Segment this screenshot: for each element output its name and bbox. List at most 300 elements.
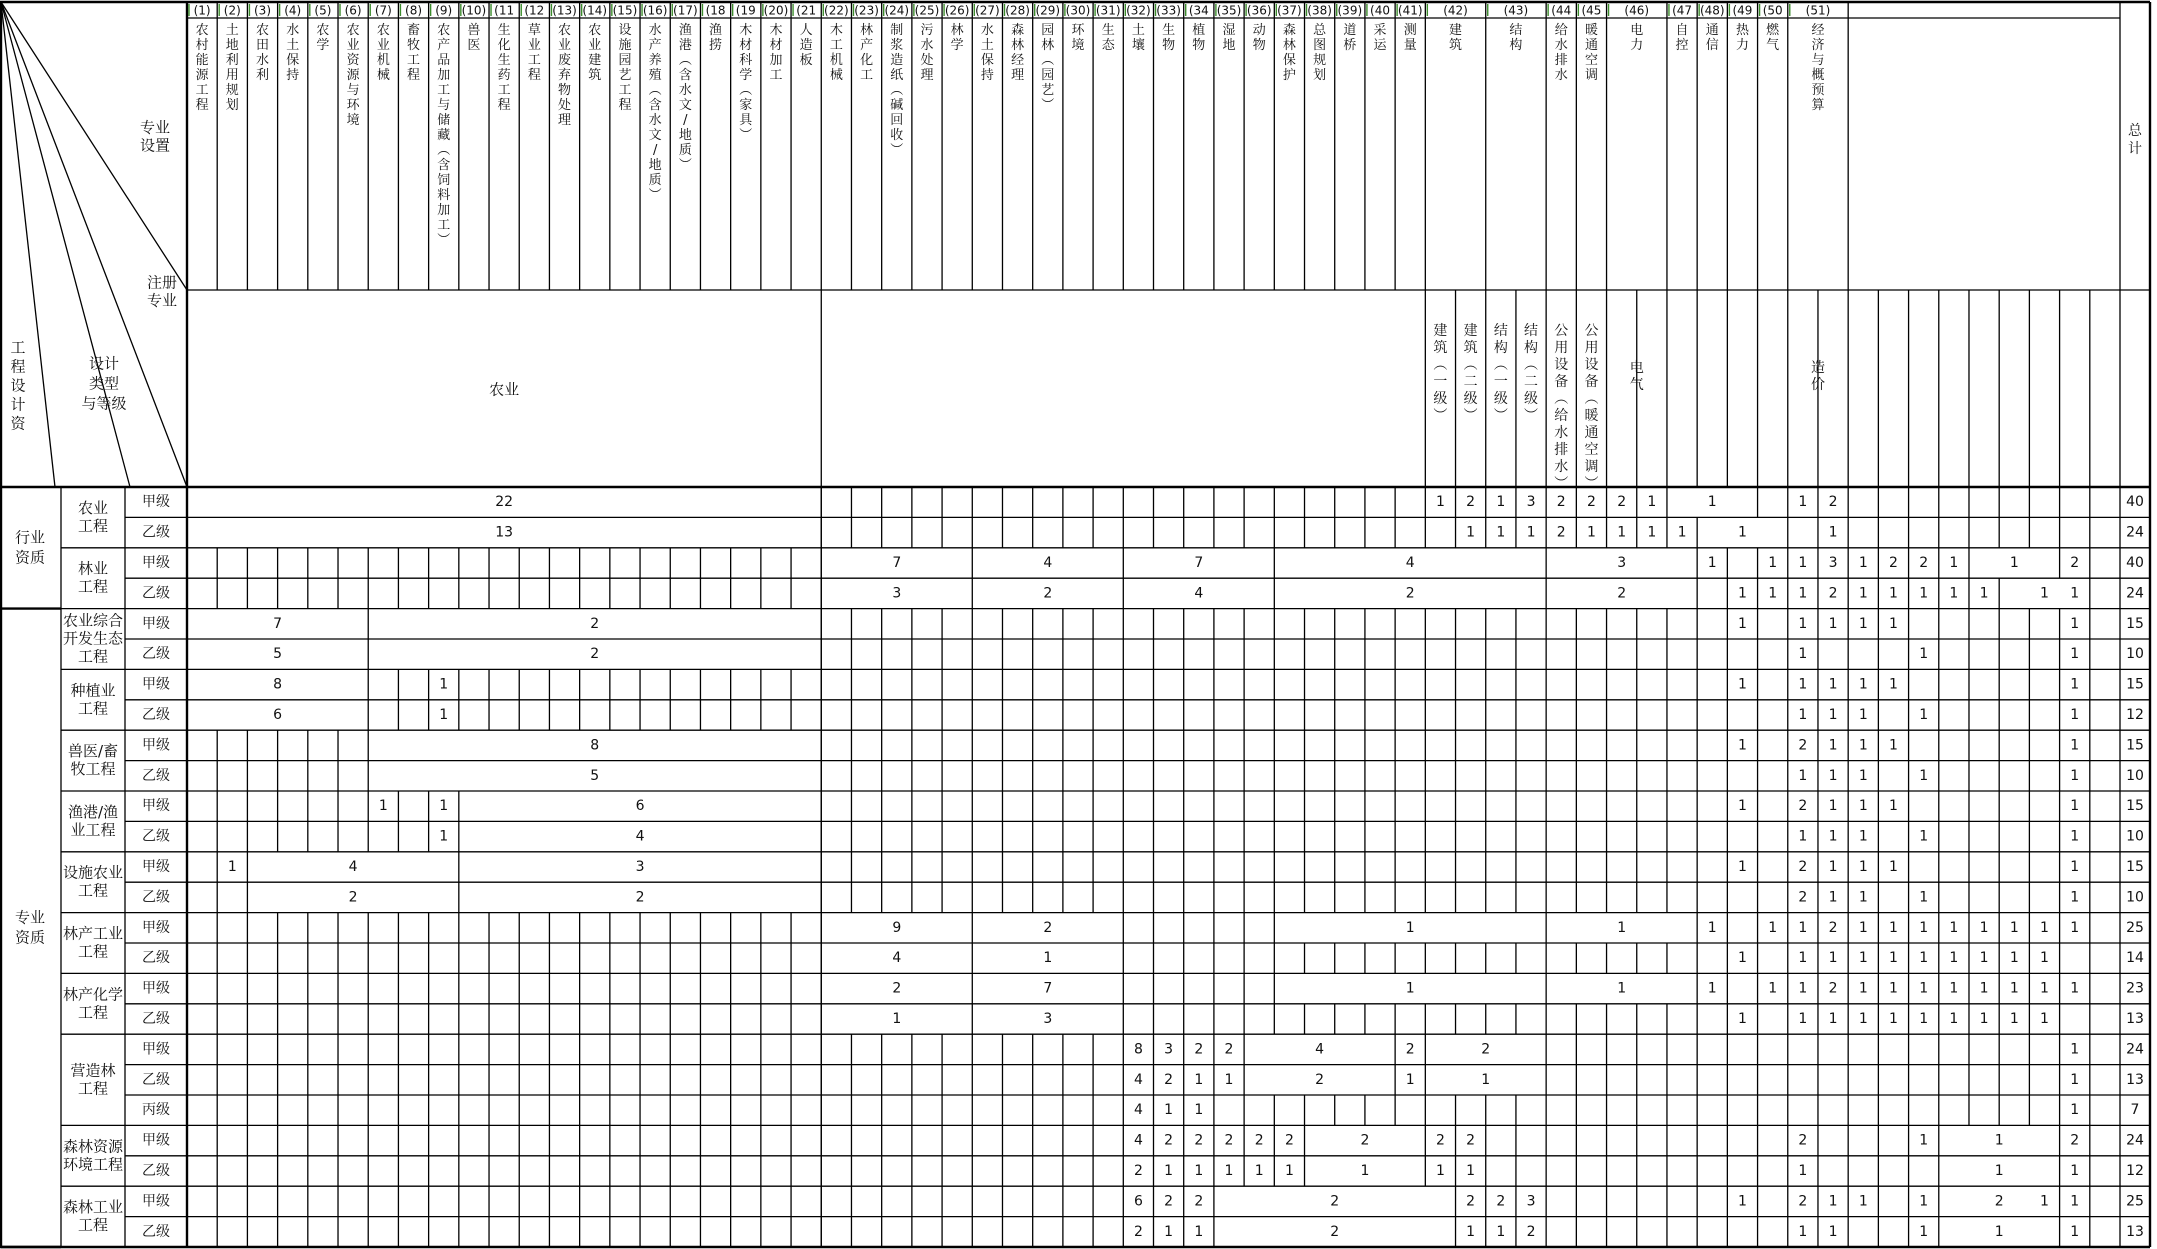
cell-value: 1: [1889, 615, 1898, 632]
cell-value: 1: [2070, 919, 2080, 936]
category-label: 开发生态: [62, 629, 124, 648]
cell-value: 4: [1133, 1102, 1143, 1119]
cell-value: 1: [1889, 737, 1898, 754]
cell-value: 1: [1919, 1011, 1929, 1027]
cell-value: 1: [1798, 950, 1808, 967]
cell-value: 1: [2070, 859, 2080, 875]
cell-value: 1: [2070, 1102, 2080, 1119]
column-name: 污水处理: [920, 23, 934, 83]
grade-label: 乙级: [142, 585, 170, 602]
corner-design-type: 设计: [88, 354, 120, 373]
cell-value: 1: [1738, 585, 1747, 602]
column-number: (28): [1005, 3, 1030, 18]
cell-value: 1: [1738, 950, 1747, 967]
cell-value: 15: [2126, 676, 2144, 693]
cell-value: 7: [2130, 1102, 2140, 1119]
registered-specialty: 公用设备︵给水排水︶: [1554, 323, 1569, 492]
cell-value: 2: [1466, 1193, 1476, 1210]
column-number: (36): [1246, 3, 1272, 18]
cell-value: 1: [1677, 524, 1687, 541]
cell-value: 2: [1828, 980, 1838, 997]
cell-value: 6: [1133, 1193, 1143, 1210]
column-name: 燃气: [1766, 23, 1780, 53]
group-label: 行业: [14, 528, 46, 547]
cell-value: 1: [1481, 1071, 1491, 1088]
cell-value: 1: [439, 676, 449, 693]
cell-value: 1: [1798, 494, 1808, 511]
cell-value: 1: [1858, 828, 1868, 845]
column-number: (27): [975, 3, 1000, 18]
cell-value: 1: [1858, 859, 1868, 875]
column-number: (21: [796, 3, 817, 18]
column-number: (2): [223, 3, 241, 18]
column-name: 林产化工: [860, 23, 874, 83]
corner-specialty-setting: 专业: [139, 118, 171, 137]
cell-value: 3: [1043, 1011, 1053, 1027]
cell-value: 1: [1707, 919, 1717, 936]
column-name: 林学: [950, 23, 964, 53]
grade-label: 甲级: [142, 859, 170, 875]
column-number: (43): [1503, 3, 1529, 18]
cell-value: 1: [1994, 1163, 2004, 1179]
cell-value: 2: [2070, 1132, 2080, 1149]
cell-value: 3: [1828, 555, 1838, 571]
cell-value: 1: [1949, 555, 1959, 571]
cell-value: 1: [1919, 919, 1929, 936]
cell-value: 1: [439, 707, 449, 723]
cell-value: 1: [1435, 1163, 1445, 1179]
corner-qualification: 资: [10, 414, 26, 433]
grade-label: 乙级: [142, 1223, 170, 1240]
cell-value: 1: [1647, 524, 1657, 541]
cell-value: 1: [1194, 1223, 1204, 1240]
column-name: 草业工程: [527, 23, 541, 83]
cell-value: 10: [2126, 646, 2144, 663]
cell-value: 10: [2126, 828, 2144, 845]
cell-value: 24: [2126, 1132, 2144, 1149]
cell-value: 1: [2070, 980, 2080, 997]
column-name: 测量: [1403, 23, 1417, 53]
group-label: 专业: [14, 908, 46, 927]
cell-value: 1: [2009, 1011, 2019, 1027]
column-name: 道桥: [1343, 23, 1357, 53]
cell-value: 1: [2040, 1011, 2049, 1027]
category-label: 牧工程: [70, 760, 116, 779]
cell-value: 3: [1617, 555, 1627, 571]
cell-value: 1: [1979, 585, 1989, 602]
cell-value: 1: [1586, 524, 1596, 541]
cell-value: 1: [2070, 828, 2080, 845]
cell-value: 1: [2040, 950, 2049, 967]
cell-value: 2: [1526, 1223, 1536, 1240]
cell-value: 1: [1828, 1011, 1838, 1027]
cell-value: 1: [2070, 737, 2080, 754]
column-number: (8): [405, 3, 423, 18]
cell-value: 2: [1994, 1193, 2004, 1210]
cell-value: 2: [1556, 524, 1566, 541]
column-number: (9): [435, 3, 453, 18]
cell-value: 1: [1828, 828, 1838, 845]
column-name: 环境: [1071, 23, 1085, 53]
cell-value: 1: [1768, 980, 1778, 997]
cell-value: 13: [2126, 1223, 2144, 1240]
cell-value: 1: [1979, 919, 1989, 936]
column-number: (30): [1065, 3, 1091, 18]
cell-value: 1: [1919, 646, 1929, 663]
cell-value: 1: [1889, 585, 1898, 602]
column-name: 热力: [1735, 23, 1749, 53]
cell-value: 4: [1133, 1071, 1143, 1088]
cell-value: 7: [1194, 555, 1204, 571]
cell-value: 6: [635, 798, 645, 815]
table-text: [10, 4, 2144, 1240]
cell-value: 1: [1828, 1193, 1838, 1210]
cell-value: 1: [1194, 1102, 1204, 1119]
cell-value: 1: [1919, 1223, 1929, 1240]
cell-value: 1: [2009, 950, 2019, 967]
corner-qualification: 工: [10, 338, 26, 357]
cell-value: 2: [1164, 1193, 1174, 1210]
column-number: (32): [1126, 3, 1151, 18]
cell-value: 2: [1889, 555, 1898, 571]
column-name: 暖通空调: [1584, 23, 1598, 83]
column-name: 自控: [1675, 23, 1689, 53]
column-number: (15): [612, 3, 638, 18]
category-label: 农业综合: [62, 611, 124, 630]
cell-value: 2: [1496, 1193, 1506, 1210]
cell-value: 1: [1526, 524, 1536, 541]
cell-value: 2: [1284, 1132, 1294, 1149]
cell-value: 2: [1405, 585, 1415, 602]
category-label: 工程: [77, 942, 109, 961]
column-name: 农产品加工与储藏︵含饲料加工︶: [437, 23, 451, 248]
cell-value: 7: [273, 615, 283, 632]
column-number: (4): [284, 3, 302, 18]
column-name: 农村能源工程: [195, 23, 209, 113]
column-number: (33): [1156, 3, 1181, 18]
cell-value: 1: [2070, 676, 2080, 693]
column-name: 木材科学︵家具︶: [739, 23, 753, 143]
category-label: 林产工业: [62, 924, 124, 943]
cell-value: 1: [1889, 676, 1898, 693]
cell-value: 1: [1919, 767, 1929, 784]
cell-value: 1: [1798, 646, 1808, 663]
column-number: (46): [1624, 3, 1650, 18]
category-label: 工程: [77, 1216, 109, 1235]
column-number: (5): [314, 3, 332, 18]
cell-value: 1: [1979, 950, 1989, 967]
registered-agriculture: 农业: [489, 380, 520, 399]
cell-value: 25: [2126, 919, 2144, 936]
cell-value: 1: [1858, 1193, 1868, 1210]
column-number: (22): [824, 3, 849, 18]
cell-value: 23: [2126, 980, 2144, 997]
category-label: 林业: [77, 559, 109, 578]
cell-value: 1: [2070, 767, 2080, 784]
cell-value: 1: [1768, 585, 1778, 602]
cell-value: 1: [1798, 585, 1808, 602]
column-name: 建筑: [1449, 23, 1463, 53]
column-number: (50: [1762, 3, 1783, 18]
cell-value: 1: [1405, 919, 1415, 936]
cell-value: 1: [1949, 950, 1959, 967]
cell-value: 1: [1798, 1223, 1808, 1240]
cell-value: 1: [1919, 1193, 1929, 1210]
category-label: 工程: [77, 881, 109, 900]
column-number: (35): [1216, 3, 1242, 18]
grade-label: 甲级: [142, 1041, 170, 1058]
column-number: (12: [524, 3, 545, 18]
cell-value: 25: [2126, 1193, 2144, 1210]
column-number: (14): [582, 3, 608, 18]
cell-value: 3: [1526, 494, 1536, 511]
cell-value: 1: [2070, 615, 2080, 632]
cell-value: 1: [1858, 585, 1868, 602]
corner-design-type: 类型: [88, 374, 120, 393]
column-number: (23): [854, 3, 879, 18]
cell-value: 40: [2126, 494, 2144, 511]
cell-value: 13: [2126, 1011, 2144, 1027]
cell-value: 1: [2070, 1193, 2080, 1210]
column-name: 水土保持: [286, 23, 300, 83]
corner-diagonal: [1, 2, 187, 487]
cell-value: 1: [1798, 707, 1808, 723]
cell-value: 2: [1828, 919, 1838, 936]
cell-value: 3: [1526, 1193, 1536, 1210]
cell-value: 1: [1858, 676, 1868, 693]
column-number: (47: [1672, 3, 1693, 18]
column-name: 森林经理: [1011, 23, 1025, 83]
grade-label: 乙级: [142, 646, 170, 663]
cell-value: 1: [1828, 859, 1838, 875]
grade-label: 乙级: [142, 828, 170, 845]
cell-value: 4: [1133, 1132, 1143, 1149]
registered-specialty: 结构︵二级︶: [1524, 323, 1539, 424]
grade-label: 甲级: [142, 919, 170, 936]
cell-value: 1: [1919, 950, 1929, 967]
cell-value: 1: [1194, 1071, 1204, 1088]
cell-value: 1: [1466, 1223, 1476, 1240]
column-number: (39): [1337, 3, 1363, 18]
cell-value: 1: [1647, 494, 1657, 511]
column-number: (26): [944, 3, 970, 18]
column-number: (7): [374, 3, 392, 18]
category-label: 农业: [77, 498, 109, 517]
cell-value: 1: [1919, 980, 1929, 997]
column-number: (25): [914, 3, 940, 18]
cell-value: 2: [1466, 494, 1476, 511]
column-name: 渔捞: [709, 23, 723, 53]
cell-value: 1: [1828, 1223, 1838, 1240]
column-number: (34: [1188, 3, 1209, 18]
cell-value: 1: [1617, 919, 1627, 936]
cell-value: 1: [1254, 1163, 1264, 1179]
cell-value: 5: [590, 767, 600, 784]
cell-value: 1: [1828, 676, 1838, 693]
category-label: 工程: [77, 1079, 109, 1098]
cell-value: 1: [1828, 950, 1838, 967]
cell-value: 5: [273, 646, 283, 663]
cell-value: 15: [2126, 798, 2144, 815]
cell-value: 3: [1164, 1041, 1174, 1058]
column-name: 农田水利: [256, 23, 270, 83]
cell-value: 1: [2009, 980, 2019, 997]
cell-value: 1: [1798, 555, 1808, 571]
cell-value: 1: [1828, 524, 1838, 541]
cell-value: 1: [1435, 494, 1445, 511]
column-name: 给水排水: [1554, 23, 1568, 83]
cell-value: 1: [1798, 828, 1808, 845]
cell-value: 1: [2070, 889, 2080, 906]
cell-value: 8: [273, 676, 283, 693]
cell-value: 1: [1889, 1011, 1898, 1027]
cell-value: 1: [1707, 494, 1717, 511]
cell-value: 24: [2126, 524, 2144, 541]
grade-label: 乙级: [142, 1011, 170, 1027]
cell-value: 24: [2126, 1041, 2144, 1058]
cell-value: 2: [1435, 1132, 1445, 1149]
cell-value: 1: [1889, 798, 1898, 815]
grade-label: 甲级: [142, 1193, 170, 1210]
registered-specialty: 建筑︵一级︶: [1433, 323, 1448, 424]
cell-value: 6: [273, 707, 283, 723]
category-label: 设施农业: [62, 863, 124, 882]
cell-value: 1: [378, 798, 388, 815]
cell-value: 1: [1738, 737, 1747, 754]
column-name: 渔港︵含水文/地质︶: [678, 23, 692, 173]
category-label: 工程: [77, 577, 109, 596]
cell-value: 1: [1496, 1223, 1506, 1240]
column-number: (51): [1805, 3, 1831, 18]
cell-value: 2: [1043, 585, 1053, 602]
grade-label: 甲级: [142, 615, 170, 632]
cell-value: 1: [1828, 615, 1838, 632]
column-name: 设施园艺工程: [618, 23, 632, 113]
grade-label: 甲级: [142, 798, 170, 815]
cell-value: 1: [1919, 585, 1929, 602]
cell-value: 1: [1405, 1071, 1415, 1088]
cell-value: 1: [1738, 1011, 1747, 1027]
category-label: 森林资源: [62, 1137, 124, 1156]
column-number: (29): [1035, 3, 1061, 18]
cell-value: 1: [1919, 828, 1929, 845]
cell-value: 1: [1284, 1163, 1294, 1179]
cell-value: 2: [1194, 1041, 1204, 1058]
cell-value: 1: [1768, 555, 1778, 571]
cell-value: 1: [1194, 1163, 1204, 1179]
cell-value: 1: [2070, 646, 2080, 663]
cell-value: 1: [1858, 919, 1868, 936]
grade-label: 甲级: [142, 980, 170, 997]
grade-label: 乙级: [142, 889, 170, 906]
grade-label: 乙级: [142, 707, 170, 723]
cell-value: 2: [348, 889, 358, 906]
cell-value: 14: [2126, 950, 2144, 967]
cell-value: 1: [1858, 980, 1868, 997]
cell-value: 1: [1919, 889, 1929, 906]
category-label: 兽医/畜: [67, 742, 119, 761]
column-number: (40: [1370, 3, 1390, 18]
cell-value: 1: [2040, 585, 2049, 602]
cell-value: 2: [635, 889, 645, 906]
corner-registered-specialty: 注册: [146, 273, 178, 292]
cell-value: 1: [1496, 524, 1506, 541]
cell-value: 1: [2070, 1041, 2080, 1058]
cell-value: 1: [1798, 919, 1808, 936]
cell-value: 1: [1889, 859, 1898, 875]
cell-value: 1: [1889, 919, 1898, 936]
column-number: (1): [193, 3, 211, 18]
column-name: 植物: [1192, 23, 1206, 53]
cell-value: 2: [1330, 1223, 1340, 1240]
grade-label: 乙级: [142, 767, 170, 784]
cell-value: 2: [1164, 1071, 1174, 1088]
column-name: 森林保护: [1282, 23, 1296, 83]
cell-value: 4: [1194, 585, 1204, 602]
registered-specialty: 电气: [1629, 360, 1644, 393]
cell-value: 2: [2070, 555, 2080, 571]
cell-value: 1: [2040, 1193, 2049, 1210]
cell-value: 2: [1828, 585, 1838, 602]
cell-value: 2: [1798, 798, 1808, 815]
cell-value: 1: [1043, 950, 1053, 967]
column-name: 木材加工: [769, 23, 783, 83]
cell-value: 1: [1768, 919, 1778, 936]
category-label: 业工程: [70, 820, 116, 839]
cell-value: 22: [495, 494, 514, 511]
column-name: 结构: [1509, 23, 1523, 53]
cell-value: 2: [1315, 1071, 1325, 1088]
cell-value: 1: [2070, 1163, 2080, 1179]
cell-value: 1: [1949, 1011, 1959, 1027]
grade-label: 甲级: [142, 555, 170, 571]
column-number: (20): [763, 3, 789, 18]
column-name: 采运: [1373, 23, 1387, 53]
cell-value: 2: [1194, 1193, 1204, 1210]
cell-value: 1: [1858, 737, 1868, 754]
column-name: 木工机械: [829, 23, 843, 83]
category-label: 工程: [77, 1003, 109, 1022]
grade-label: 乙级: [142, 950, 170, 967]
cell-value: 1: [1949, 919, 1959, 936]
column-name: 农学: [316, 23, 330, 53]
cell-value: 1: [1858, 707, 1868, 723]
category-label: 环境工程: [62, 1155, 124, 1174]
corner-design-type: 与等级: [81, 394, 127, 413]
cell-value: 1: [227, 859, 237, 875]
category-label: 种植业: [70, 681, 116, 700]
corner-specialty-setting: 设置: [139, 136, 171, 155]
cell-value: 1: [2009, 555, 2019, 571]
cell-value: 2: [1194, 1132, 1204, 1149]
cell-value: 1: [1858, 950, 1868, 967]
cell-value: 24: [2126, 585, 2144, 602]
registered-specialty: 公用设备︵暖通空调︶: [1584, 323, 1599, 492]
cell-value: 1: [1738, 524, 1747, 541]
column-name: 园林︵园艺︶: [1041, 23, 1055, 113]
cell-value: 2: [1798, 859, 1808, 875]
cell-value: 1: [1738, 859, 1747, 875]
column-number: (41): [1397, 3, 1423, 18]
corner-diagonal: [1, 2, 55, 487]
cell-value: 1: [2040, 980, 2049, 997]
cell-value: 4: [1315, 1041, 1325, 1058]
cell-value: 1: [1994, 1132, 2004, 1149]
registered-specialty: 造价: [1810, 360, 1825, 393]
cell-value: 1: [1617, 524, 1627, 541]
cell-value: 1: [1889, 950, 1898, 967]
cell-value: 1: [2070, 1223, 2080, 1240]
